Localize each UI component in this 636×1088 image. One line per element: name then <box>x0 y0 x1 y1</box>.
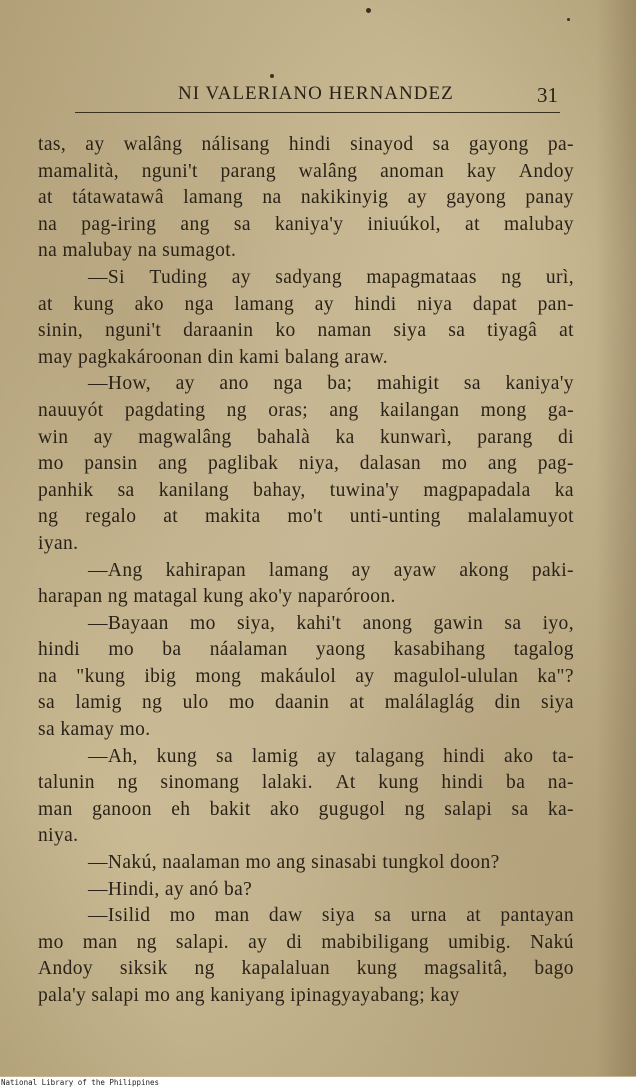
word: sa <box>448 320 466 342</box>
word: gugugol <box>318 798 386 820</box>
word: panhik <box>38 479 94 501</box>
word: Andoy <box>38 958 94 980</box>
word: ayaw <box>393 559 437 581</box>
word: na <box>38 213 58 235</box>
word: regalo <box>85 506 137 528</box>
word: bago <box>534 958 574 980</box>
word: umibig. <box>448 931 512 953</box>
word: magulol-ululan <box>393 665 519 687</box>
word: mo <box>38 931 64 953</box>
word: nakikinyig <box>300 187 389 209</box>
word: ay <box>231 266 251 288</box>
line-text: pala'y salapi mo ang kaniyang ipinagyayabang; kay <box>38 985 460 1006</box>
word: makáulol <box>260 665 337 687</box>
word: ng <box>136 931 157 953</box>
line-text: sa kamay mo. <box>38 719 151 741</box>
word: mahigit <box>376 373 440 395</box>
ink-speck <box>366 8 371 13</box>
word: sa <box>511 798 529 820</box>
word: siya <box>393 320 427 342</box>
text-line <box>38 690 574 717</box>
word: lamig <box>75 692 122 714</box>
page-header <box>178 83 558 111</box>
word: siksik <box>119 958 168 980</box>
word: panay <box>525 187 574 209</box>
word: at <box>466 905 482 927</box>
ink-speck <box>567 18 570 21</box>
word: lamig <box>251 745 299 767</box>
word: man <box>38 798 73 820</box>
word: unti-unting <box>349 506 441 528</box>
text-line <box>38 611 574 638</box>
word: Nakú <box>530 931 574 953</box>
footer-credit-bar <box>0 1077 636 1088</box>
word: mo <box>190 612 216 634</box>
word: di <box>557 426 574 448</box>
text-line <box>38 823 574 850</box>
word: talunin <box>38 772 95 794</box>
word: sa <box>117 479 135 501</box>
word: na <box>262 187 282 209</box>
word: ano <box>219 373 249 395</box>
word: magpapadala <box>423 479 531 501</box>
word: at <box>559 320 574 342</box>
word: pag- <box>537 453 574 475</box>
word: siya <box>321 905 355 927</box>
word: —Si <box>88 266 125 288</box>
header-rule <box>75 112 560 113</box>
text-line <box>38 159 574 186</box>
text-line <box>38 132 574 159</box>
running-head: NI VALERIANO HERNANDEZ <box>178 83 454 104</box>
word: ka- <box>547 798 574 820</box>
word: kahirapan <box>165 559 247 581</box>
word: ay <box>355 665 375 687</box>
text-line <box>38 318 574 345</box>
text-line <box>38 664 574 691</box>
word: urì, <box>545 266 574 288</box>
text-line <box>38 371 574 398</box>
word: salapi <box>444 798 493 820</box>
text-line <box>38 956 574 983</box>
word: yaong <box>315 639 366 661</box>
word: ba <box>506 772 526 794</box>
footer-credit: National Library of the Philippines <box>1 1078 160 1087</box>
word: pagdating <box>124 399 206 421</box>
word: ng <box>38 506 59 528</box>
word: ang <box>487 453 518 475</box>
text-line <box>38 425 574 452</box>
word: sa <box>216 745 234 767</box>
word: parang <box>220 160 276 182</box>
line-text: may pagkakároonan din kami balang araw. <box>38 346 389 368</box>
word: at <box>38 187 53 209</box>
word: ay <box>248 931 268 953</box>
word: ka <box>554 479 574 501</box>
word: oras; <box>268 399 309 421</box>
word: ay <box>85 134 105 155</box>
word: akong <box>459 559 509 581</box>
word: kanilang <box>158 479 230 501</box>
line-text: —Hindi, ay anó ba? <box>88 878 253 900</box>
word: dapat <box>472 293 518 315</box>
word: ay <box>351 559 371 581</box>
word: sadyang <box>275 266 342 288</box>
word: tas, <box>38 134 67 155</box>
word: kung <box>73 293 115 315</box>
line-text: harapan ng matagal kung ako'y naparóroon. <box>38 586 396 608</box>
word: kaniya'y <box>274 213 344 235</box>
word: di <box>286 931 303 953</box>
word: ka <box>335 426 355 448</box>
word: iniuúkol, <box>367 213 441 235</box>
word: kung <box>156 745 198 767</box>
word: ba; <box>327 373 353 395</box>
word: sa <box>233 213 251 235</box>
word: tuwina'y <box>329 479 400 501</box>
text-line <box>38 877 574 904</box>
word: bahay, <box>253 479 306 501</box>
word: ka"? <box>537 665 574 687</box>
word: talagang <box>355 745 425 767</box>
word: ng <box>194 958 215 980</box>
word: paglibak <box>207 453 279 475</box>
word: hindi <box>441 772 484 794</box>
word: sinayod <box>350 134 414 155</box>
text-line <box>38 983 574 1010</box>
word: —Ah, <box>88 745 138 767</box>
word: hindi <box>354 293 397 315</box>
word: sa <box>374 905 392 927</box>
text-line <box>38 531 574 558</box>
word: mo <box>441 453 468 475</box>
word: ng <box>117 772 138 794</box>
word: náalaman <box>209 639 288 661</box>
word: eh <box>171 798 191 820</box>
page-edge-shadow <box>596 0 636 1076</box>
word: walâng <box>123 134 183 155</box>
text-line <box>38 744 574 771</box>
word: —Ang <box>88 559 143 581</box>
word: At <box>335 772 356 794</box>
word: ang <box>329 399 359 421</box>
word: ga- <box>547 399 574 421</box>
ink-speck <box>270 74 274 78</box>
word: ko <box>275 320 296 342</box>
word: sinin, <box>38 320 84 342</box>
word: win <box>38 426 69 448</box>
word: pansin <box>84 453 138 475</box>
word: kunwarì, <box>380 426 452 448</box>
word: —Bayaan <box>88 612 169 634</box>
word: gawin <box>433 612 484 634</box>
word: ay <box>175 373 195 395</box>
word: bakit <box>209 798 251 820</box>
word: at <box>163 506 179 528</box>
word: pantayan <box>500 905 574 927</box>
word: ako <box>134 293 164 315</box>
body-text <box>38 132 574 1010</box>
word: at <box>349 692 365 714</box>
word: tagalog <box>513 639 574 661</box>
word: ay <box>407 187 427 209</box>
word: man <box>214 905 250 927</box>
word: ta- <box>552 745 574 767</box>
word: anoman <box>380 160 445 182</box>
text-line <box>38 451 574 478</box>
word: naman <box>317 320 372 342</box>
word: ba <box>162 639 182 661</box>
word: anong <box>362 612 413 634</box>
word: gayong <box>446 187 507 209</box>
word: ibig <box>144 665 177 687</box>
word: ng <box>501 266 522 288</box>
word: nálisang <box>201 134 270 155</box>
word: siya <box>540 692 574 714</box>
word: walâng <box>298 160 358 182</box>
word: niya <box>417 293 453 315</box>
word: pag-iring <box>81 213 157 235</box>
word: magwalâng <box>138 426 232 448</box>
word: hindi <box>443 745 486 767</box>
word: parang <box>477 426 533 448</box>
text-line <box>38 292 574 319</box>
word: man <box>82 931 118 953</box>
text-line <box>38 903 574 930</box>
text-line <box>38 238 574 265</box>
word: nga <box>273 373 303 395</box>
word: kahi't <box>296 612 342 634</box>
line-text: niya. <box>38 825 79 847</box>
word: malálaglág <box>384 692 475 714</box>
word: ng <box>142 692 163 714</box>
word: kapalaluan <box>241 958 330 980</box>
word: hindi <box>288 134 331 155</box>
word: mo <box>228 692 255 714</box>
word: ng <box>226 399 247 421</box>
word: lalaki. <box>261 772 313 794</box>
word: —Isilid <box>88 905 151 927</box>
word: mo <box>169 905 196 927</box>
word: daanin <box>274 692 330 714</box>
word: ay <box>317 745 337 767</box>
word: malubay <box>503 213 574 235</box>
word: kung <box>356 958 398 980</box>
word: ganoon <box>92 798 152 820</box>
word: daw <box>268 905 303 927</box>
text-line <box>38 770 574 797</box>
word: Tuding <box>149 266 208 288</box>
text-line <box>38 265 574 292</box>
word: din <box>494 692 521 714</box>
word: siya, <box>236 612 276 634</box>
line-text: —Nakú, naalaman mo ang sinasabi tungkol doon? <box>88 852 500 874</box>
word: sa <box>504 612 522 634</box>
text-line <box>38 478 574 505</box>
word: nauuyót <box>38 399 104 421</box>
word: bahalà <box>256 426 311 448</box>
line-text: iyan. <box>38 532 79 554</box>
word: ay <box>314 293 334 315</box>
word: sa <box>463 373 481 395</box>
text-line <box>38 185 574 212</box>
word: ulo <box>182 692 209 714</box>
word: ang <box>158 453 188 475</box>
page-number: 31 <box>537 83 558 107</box>
text-line <box>38 558 574 585</box>
line-text: na malubay na sumagot. <box>38 240 237 262</box>
word: mapagmataas <box>366 266 477 288</box>
word: mong <box>195 665 242 687</box>
word: kasabihang <box>393 639 486 661</box>
word: malalamuyot <box>467 506 574 528</box>
word: na- <box>547 772 574 794</box>
word: paki- <box>531 559 574 581</box>
word: "kung <box>76 665 126 687</box>
text-line <box>38 584 574 611</box>
word: mamalità, <box>38 160 120 182</box>
text-line <box>38 797 574 824</box>
word: kay <box>466 160 497 182</box>
word: lamang <box>268 559 329 581</box>
word: sa <box>38 692 56 714</box>
word: pan- <box>537 293 574 315</box>
word: daraanin <box>183 320 254 342</box>
text-line <box>38 212 574 239</box>
word: magsalitâ, <box>424 958 508 980</box>
word: mo't <box>287 506 323 528</box>
word: nguni't <box>141 160 198 182</box>
word: pa- <box>547 134 574 155</box>
word: hindi <box>38 639 81 661</box>
word: urna <box>410 905 447 927</box>
word: sinomang <box>160 772 240 794</box>
word: kailangan <box>379 399 460 421</box>
word: niya, <box>298 453 340 475</box>
word: at <box>465 213 480 235</box>
text-line <box>38 850 574 877</box>
word: nga <box>184 293 214 315</box>
word: tiyagâ <box>487 320 538 342</box>
word: ako <box>504 745 534 767</box>
text-line <box>38 345 574 372</box>
text-line <box>38 930 574 957</box>
text-line <box>38 717 574 744</box>
text-line <box>38 637 574 664</box>
word: lamang <box>234 293 295 315</box>
word: at <box>38 293 53 315</box>
word: gayong <box>468 134 529 155</box>
word: makita <box>205 506 261 528</box>
word: ng <box>404 798 425 820</box>
word: mabibiligang <box>321 931 430 953</box>
word: mong <box>480 399 527 421</box>
word: salapi. <box>175 931 230 953</box>
word: ang <box>180 213 210 235</box>
text-line <box>38 398 574 425</box>
word: ako <box>270 798 300 820</box>
word: —How, <box>88 373 152 395</box>
word: iyo, <box>542 612 574 634</box>
word: ay <box>93 426 113 448</box>
word: na <box>38 665 58 687</box>
word: kung <box>378 772 419 794</box>
word: kaniya'y <box>505 373 574 395</box>
word: nguni't <box>105 320 162 342</box>
text-line <box>38 504 574 531</box>
word: tátawatawâ <box>72 187 164 209</box>
word: sa <box>432 134 450 155</box>
word: mo <box>108 639 135 661</box>
word: lamang <box>183 187 244 209</box>
word: Andoy <box>518 160 574 182</box>
word: dalasan <box>359 453 422 475</box>
word: mo <box>38 453 64 475</box>
